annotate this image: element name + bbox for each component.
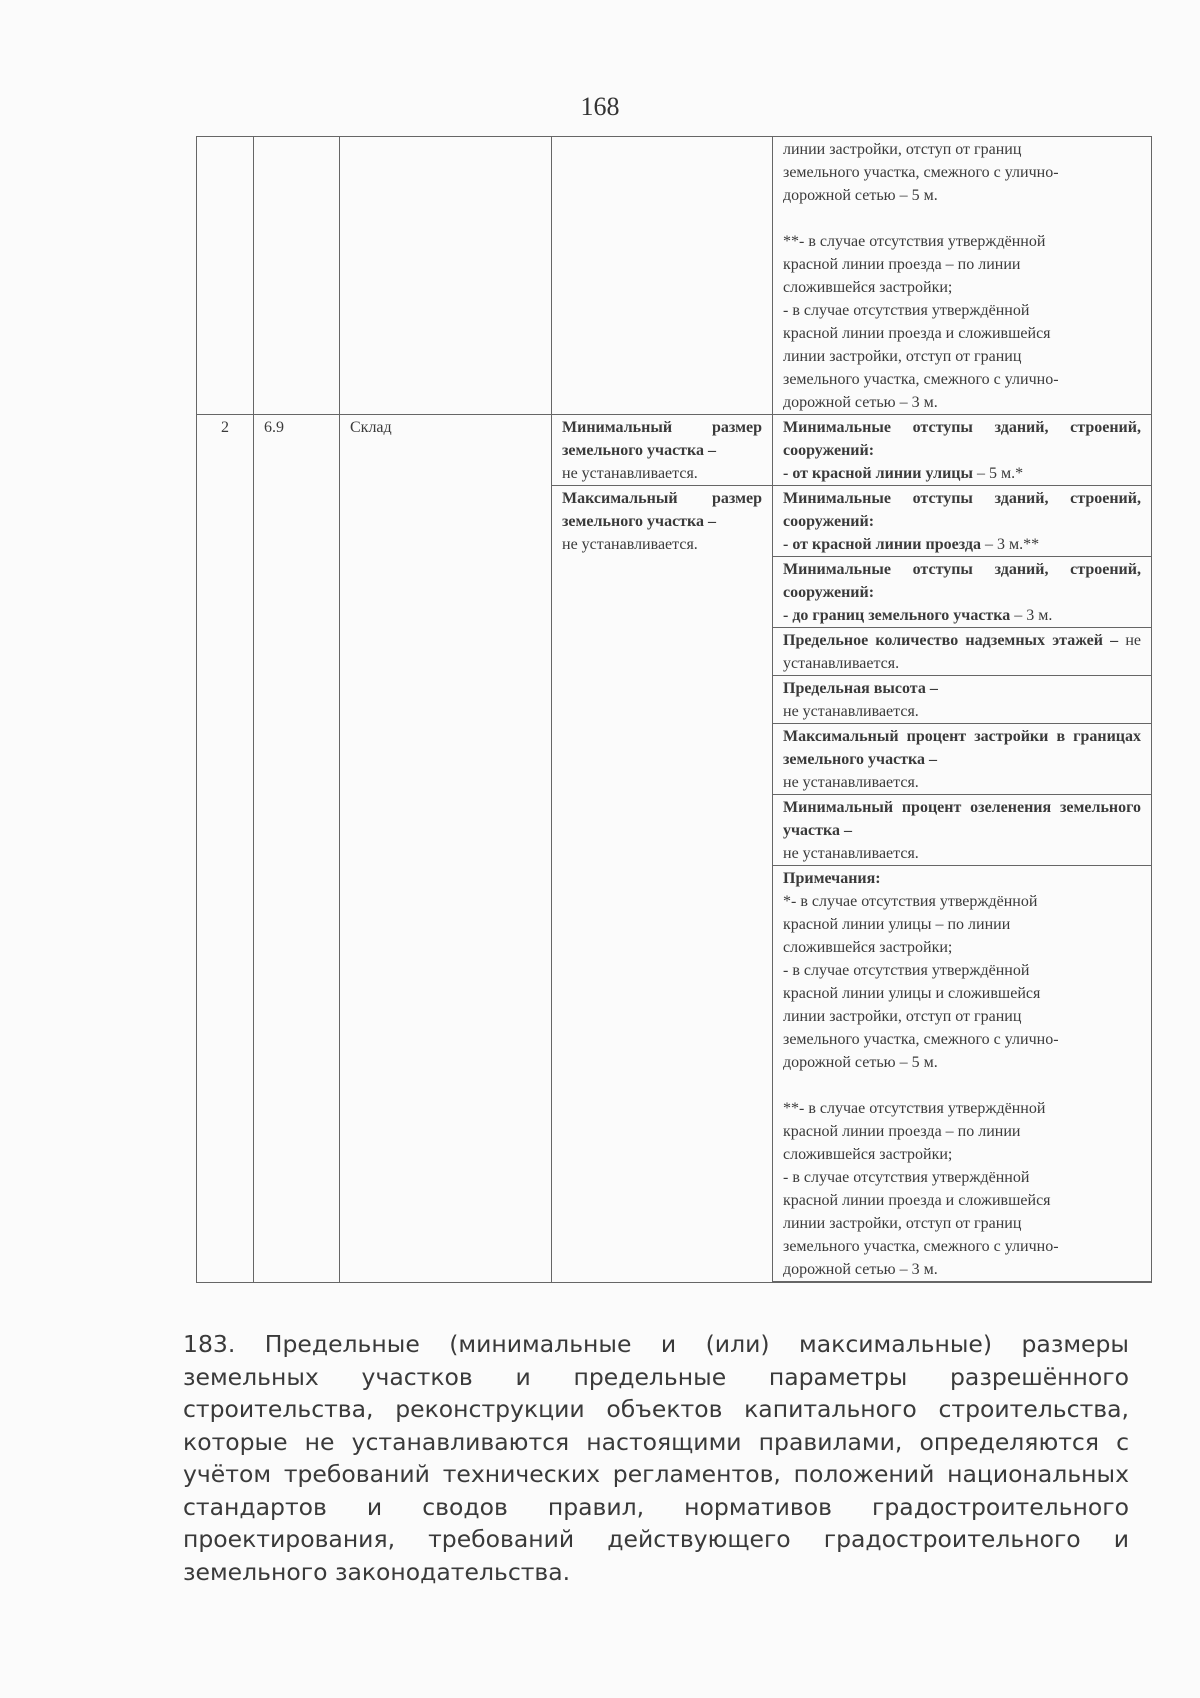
note-line: сложившейся застройки; <box>783 279 953 296</box>
note-line: земельного участка, смежного с улично- <box>783 1031 1059 1048</box>
param-title: Минимальные отступы зданий, строений, сооружений: <box>783 561 1141 601</box>
note-line: линии застройки, отступ от границ <box>783 1215 1022 1232</box>
note-line: **- в случае отсутствия утверждённой <box>783 233 1046 250</box>
note-line: дорожной сетью – 5 м. <box>783 187 938 204</box>
row-name: Склад <box>340 415 552 1283</box>
note-line: линии застройки, отступ от границ <box>783 348 1022 365</box>
param-value: – 5 м.* <box>973 465 1024 482</box>
note-line: - в случае отсутствия утверждённой <box>783 302 1030 319</box>
note-line: дорожной сетью – 3 м. <box>783 1261 938 1278</box>
param-subtitle: - от красной линии улицы <box>783 465 973 482</box>
row-code: 6.9 <box>254 415 340 1283</box>
max-size-value: не устанавливается. <box>562 536 698 553</box>
param-value: не устанавливается. <box>783 774 919 791</box>
note-line: сложившейся застройки; <box>783 1146 953 1163</box>
param-value: не устанавливается. <box>783 632 1141 672</box>
table-row <box>197 415 1152 486</box>
notes-title: Примечания: <box>783 870 881 887</box>
max-size-title: Максимальный размер земельного участка – <box>562 490 762 530</box>
param-title: Предельная высота – <box>783 680 938 697</box>
param-title: Минимальные отступы зданий, строений, сооружений: <box>783 490 1141 530</box>
param-subtitle: - от красной линии проезда <box>783 536 981 553</box>
param-cell <box>773 557 1152 628</box>
max-size-cell <box>552 486 773 1283</box>
param-cell <box>773 795 1152 866</box>
note-line: дорожной сетью – 5 м. <box>783 1054 938 1071</box>
note-line: сложившейся застройки; <box>783 939 953 956</box>
row-number: 2 <box>197 415 254 1283</box>
note-line: *- в случае отсутствия утверждённой <box>783 893 1038 910</box>
note-line: красной линии улицы – по линии <box>783 916 1011 933</box>
note-line: красной линии проезда и сложившейся <box>783 325 1051 342</box>
notes-continued-cell <box>773 137 1152 415</box>
page-number: 168 <box>580 92 620 121</box>
param-value: – 3 м. <box>1010 607 1053 624</box>
param-title: Минимальные отступы зданий, строений, сооружений: <box>783 419 1141 459</box>
notes-cell <box>773 866 1152 1282</box>
param-value: – 3 м.** <box>980 536 1040 553</box>
param-cell <box>773 486 1152 557</box>
param-cell <box>773 724 1152 795</box>
min-size-cell <box>552 415 773 486</box>
cell-empty <box>254 137 340 415</box>
note-line: красной линии проезда – по линии <box>783 1123 1021 1140</box>
cell-empty <box>340 137 552 415</box>
note-line: линии застройки, отступ от границ <box>783 1008 1022 1025</box>
param-title: Предельное количество надземных этажей – <box>783 632 1119 649</box>
note-line: красной линии улицы и сложившейся <box>783 985 1041 1002</box>
zoning-parameters-table <box>196 136 1152 1283</box>
note-line: линии застройки, отступ от границ <box>783 141 1022 158</box>
note-line: земельного участка, смежного с улично- <box>783 164 1059 181</box>
param-cell <box>773 415 1152 486</box>
note-gap <box>783 207 1141 230</box>
param-title: Максимальный процент застройки в границах земельного участка – <box>783 728 1141 768</box>
min-size-value: не устанавливается. <box>562 465 698 482</box>
cell-empty <box>552 137 773 415</box>
param-value: не устанавливается. <box>783 845 919 862</box>
note-line: земельного участка, смежного с улично- <box>783 371 1059 388</box>
note-line: земельного участка, смежного с улично- <box>783 1238 1059 1255</box>
note-line: красной линии проезда и сложившейся <box>783 1192 1051 1209</box>
param-value: не устанавливается. <box>783 703 919 720</box>
note-line: дорожной сетью – 3 м. <box>783 394 938 411</box>
param-subtitle: - до границ земельного участка <box>783 607 1011 624</box>
param-cell <box>773 628 1152 676</box>
min-size-title: Минимальный размер земельного участка – <box>562 419 762 459</box>
note-line: **- в случае отсутствия утверждённой <box>783 1100 1046 1117</box>
note-gap <box>783 1074 1141 1097</box>
note-line: - в случае отсутствия утверждённой <box>783 1169 1030 1186</box>
cell-empty <box>197 137 254 415</box>
cell-empty <box>773 1282 1152 1283</box>
param-cell <box>773 676 1152 724</box>
param-title: Минимальный процент озеленения земельного участка – <box>783 799 1141 839</box>
body-paragraph: 183. Предельные (минимальные и (или) максимальные) размеры земельных участков и предельные параметры разрешённого строительства, реконструкции объектов капитального строительства, которые не устанавливаются настоящими правилами, определяются с учётом требований технических регламентов, положений национальных стандартов и сводов правил, нормативов градостроительного проектирования, требований действующего градостроительного и земельного законодательства. <box>183 1330 1129 1586</box>
table-row-continued <box>197 137 1152 415</box>
note-line: красной линии проезда – по линии <box>783 256 1021 273</box>
note-line: - в случае отсутствия утверждённой <box>783 962 1030 979</box>
